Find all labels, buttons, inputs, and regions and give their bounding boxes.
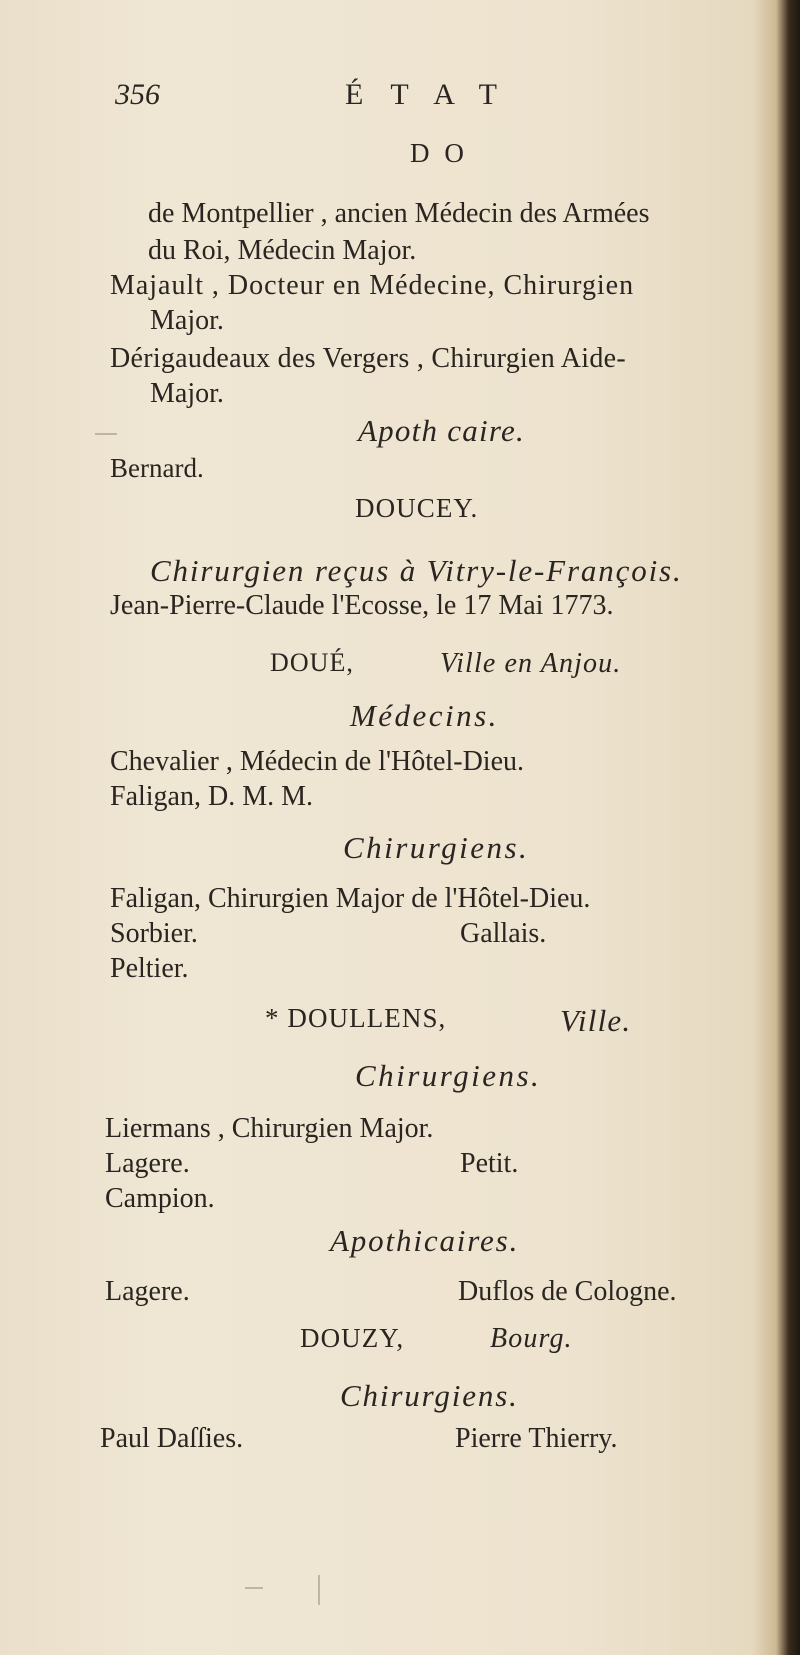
running-title: ÉTAT — [345, 78, 524, 111]
heading-chirurgiens-2: Chirurgiens. — [355, 1058, 542, 1093]
entry-liermans: Liermans , Chirurgien Major. — [105, 1113, 434, 1144]
paper-speck — [245, 1587, 263, 1589]
entry-montpellier-line2: du Roi, Médecin Major. — [148, 235, 417, 266]
heading-doullens-name: * DOULLENS, — [265, 1003, 447, 1033]
entry-majault-line1: Majault , Docteur en Médecine, Chirurgien — [110, 270, 635, 301]
heading-douzy-desc: Bourg. — [490, 1323, 573, 1354]
heading-chirurgiens-3: Chirurgiens. — [340, 1378, 519, 1413]
heading-apothicaires: Apothicaires. — [330, 1223, 520, 1258]
heading-doue-desc: Ville en Anjou. — [440, 648, 622, 679]
heading-chirurgien-vitry: Chirurgien reçus à Vitry-le-François. — [150, 553, 683, 588]
section-do: DO — [410, 138, 479, 168]
entry-derigaudeaux-line2: Major. — [150, 378, 224, 409]
entry-derigaudeaux-line1: Dérigaudeaux des Vergers , Chirurgien Aide- — [110, 343, 626, 374]
entry-petit: Petit. — [460, 1148, 519, 1179]
entry-faligan-major: Faligan, Chirurgien Major de l'Hôtel-Dieu. — [110, 883, 591, 914]
paper-speck — [318, 1575, 320, 1605]
heading-chirurgiens-1: Chirurgiens. — [343, 830, 530, 865]
entry-peltier: Peltier. — [110, 953, 189, 984]
page-number: 356 — [115, 78, 160, 111]
entry-jean-pierre: Jean-Pierre-Claude l'Ecosse, le 17 Mai 1773. — [110, 590, 614, 621]
entry-gallais: Gallais. — [460, 918, 547, 949]
entry-lagere-2: Lagere. — [105, 1276, 190, 1307]
entry-paul-dassies: Paul Daſſies. — [100, 1423, 244, 1454]
entry-pierre-thierry: Pierre Thierry. — [455, 1423, 618, 1454]
paper-speck — [95, 433, 117, 435]
entry-majault-line2: Major. — [150, 305, 224, 336]
entry-faligan-dmm: Faligan, D. M. M. — [110, 781, 313, 812]
entry-montpellier-line1: de Montpellier , ancien Médecin des Armées — [148, 198, 650, 229]
entry-campion: Campion. — [105, 1183, 215, 1214]
heading-douzy-name: DOUZY, — [300, 1323, 405, 1353]
entry-sorbier: Sorbier. — [110, 918, 198, 949]
heading-doucey: DOUCEY. — [355, 493, 479, 523]
heading-doullens-desc: Ville. — [560, 1003, 632, 1038]
heading-medecins: Médecins. — [350, 698, 499, 733]
heading-doue-name: DOUÉ, — [270, 648, 354, 677]
entry-chevalier: Chevalier , Médecin de l'Hôtel-Dieu. — [110, 746, 525, 777]
heading-apothicaire: Apoth caire. — [358, 413, 525, 448]
entry-duflos: Duflos de Cologne. — [458, 1276, 677, 1307]
entry-bernard: Bernard. — [110, 453, 204, 483]
entry-lagere-1: Lagere. — [105, 1148, 190, 1179]
